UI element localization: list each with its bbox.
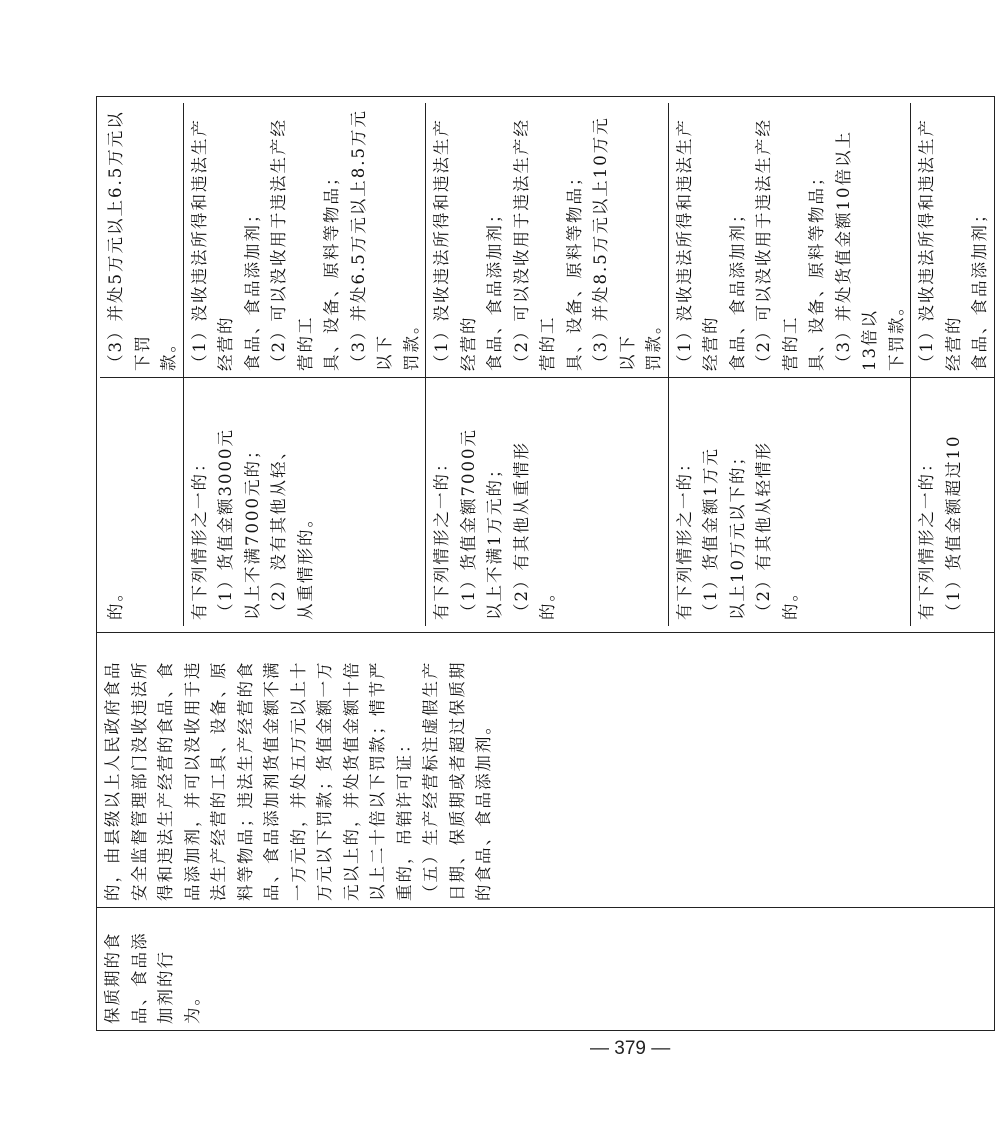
provision-line: 得和违法生产经营的食品、食: [156, 660, 175, 901]
provision-line: 以上二十倍以下罚款；情节严: [368, 660, 387, 901]
penalty-line: （1）没收违法所得和违法生产经营的: [189, 118, 235, 371]
penalty-line: 食品、食品添加剂；: [485, 204, 504, 371]
situation-line: 以上不满1万元的；: [485, 459, 504, 620]
situation-line: （2）没有其他从轻、: [269, 441, 288, 620]
penalty-line: （2）可以没收用于违法生产经营的工: [269, 118, 315, 371]
penalty-line: 款。: [159, 334, 178, 371]
situation-line: 的。: [106, 583, 125, 620]
situation-line: （1）货值金额7000元: [458, 428, 478, 620]
situation-line: （1）货值金额超过10: [943, 434, 963, 620]
tier-penalty-cell: [100, 103, 183, 378]
penalty-line: 罚款。: [401, 315, 421, 371]
situation-line: 以上不满7000元的；: [242, 440, 262, 620]
situation-line: 有下列情形之一的：: [674, 453, 694, 620]
penalty-line: 食品、食品添加剂；: [242, 204, 262, 371]
tier-situation-cell: [911, 378, 994, 627]
penalty-line: （1）没收违法所得和违法生产经营的: [674, 118, 720, 371]
situation-line: （2）有其他从轻情形: [754, 441, 773, 620]
penalty-line: （2）可以没收用于违法生产经营的工: [511, 118, 557, 371]
tier-penalty-cell: [911, 103, 994, 378]
provision-text: [100, 639, 498, 901]
provision-line: 安全监督管理部门没收违法所: [129, 660, 149, 901]
penalty-line: （1）没收违法所得和违法生产经营的: [432, 118, 478, 371]
tier-situation-cell: [668, 378, 911, 627]
tier-situation-cell: [426, 378, 669, 627]
provision-line: 一万元的，并处五万元以上十: [288, 660, 308, 901]
penalty-line: （3）并处货值金额10倍以上13倍以: [833, 130, 879, 371]
legal-provision-cell: [97, 633, 995, 908]
situation-line: （2）有其他从重情形: [511, 441, 531, 620]
tier-penalty-cell: [668, 103, 911, 378]
situation-line: 以上10万元以下的；: [727, 447, 747, 620]
tier-row: [911, 103, 994, 626]
penalty-line: 下罚款。: [886, 297, 906, 371]
situation-line: 的。: [780, 583, 800, 620]
tier-penalty-cell: [426, 103, 669, 378]
provision-line: 万元以下罚款；货值金额一万: [315, 660, 334, 901]
situation-line: 有下列情形之一的：: [189, 453, 209, 620]
penalty-line: 具、设备、原料等物品；: [564, 167, 584, 371]
penalty-line: （3）并处6.5万元以上8.5万元以下: [348, 109, 394, 371]
provision-line: 日期、保质期或者超过保质期: [447, 660, 467, 901]
tier-row: [183, 103, 426, 626]
violation-category-text: 保质期的食品、食品添加剂的行为。: [103, 931, 202, 1024]
penalty-line: （3）并处5万元以上6.5万元以下罚: [106, 110, 152, 371]
tier-penalty-cell: [183, 103, 426, 378]
discretion-tiers-table: [100, 103, 994, 626]
discretion-tiers-cell: [97, 97, 995, 633]
penalty-line: 罚款。: [644, 315, 663, 371]
tier-situation-cell: [100, 378, 183, 627]
penalty-line: （1）没收违法所得和违法生产经营的: [917, 118, 963, 371]
tier-row: [100, 103, 183, 626]
provision-line: 料等物品；违法生产经营的食: [235, 660, 255, 901]
provision-line: 法生产经营的工具、设备、原: [209, 660, 228, 901]
tier-row: [426, 103, 669, 626]
situation-line: 有下列情形之一的：: [432, 453, 451, 620]
penalty-standards-table: [96, 96, 995, 1031]
situation-line: （1）货值金额1万元: [701, 447, 720, 620]
situation-line: 有下列情形之一的：: [917, 453, 936, 620]
provision-line: 的食品、食品添加剂。: [474, 716, 493, 901]
situation-line: 从重情形的。: [295, 509, 315, 620]
table-row: [97, 97, 995, 1031]
penalty-line: 食品、食品添加剂；: [970, 204, 989, 371]
tier-row: [668, 103, 911, 626]
penalty-line: （3）并处8.5万元以上10万元以下: [591, 116, 637, 371]
rotated-table-wrapper: [96, 96, 989, 1031]
provision-line: （五）生产经营标注虚假生产: [421, 660, 440, 901]
violation-category-cell: [97, 908, 995, 1031]
penalty-line: 具、设备、原料等物品；: [322, 167, 341, 371]
penalty-line: 具、设备、原料等物品；: [807, 167, 826, 371]
provision-line: 元以上的，并处货值金额十倍: [341, 660, 361, 901]
situation-line: （1）货值金额3000元: [216, 428, 235, 620]
penalty-line: （2）可以没收用于违法生产经营的工: [754, 118, 800, 371]
page-number: — 379 —: [590, 1038, 671, 1059]
provision-line: 重的，吊销许可证：: [394, 734, 414, 901]
tier-situation-cell: [183, 378, 426, 627]
penalty-line: 食品、食品添加剂；: [727, 204, 747, 371]
provision-line: 的，由县级以上人民政府食品: [103, 660, 122, 901]
provision-line: 品添加剂，并可以没收用于违: [182, 660, 202, 901]
situation-line: 的。: [538, 583, 557, 620]
provision-line: 品、食品添加剂货值金额不满: [262, 660, 281, 901]
